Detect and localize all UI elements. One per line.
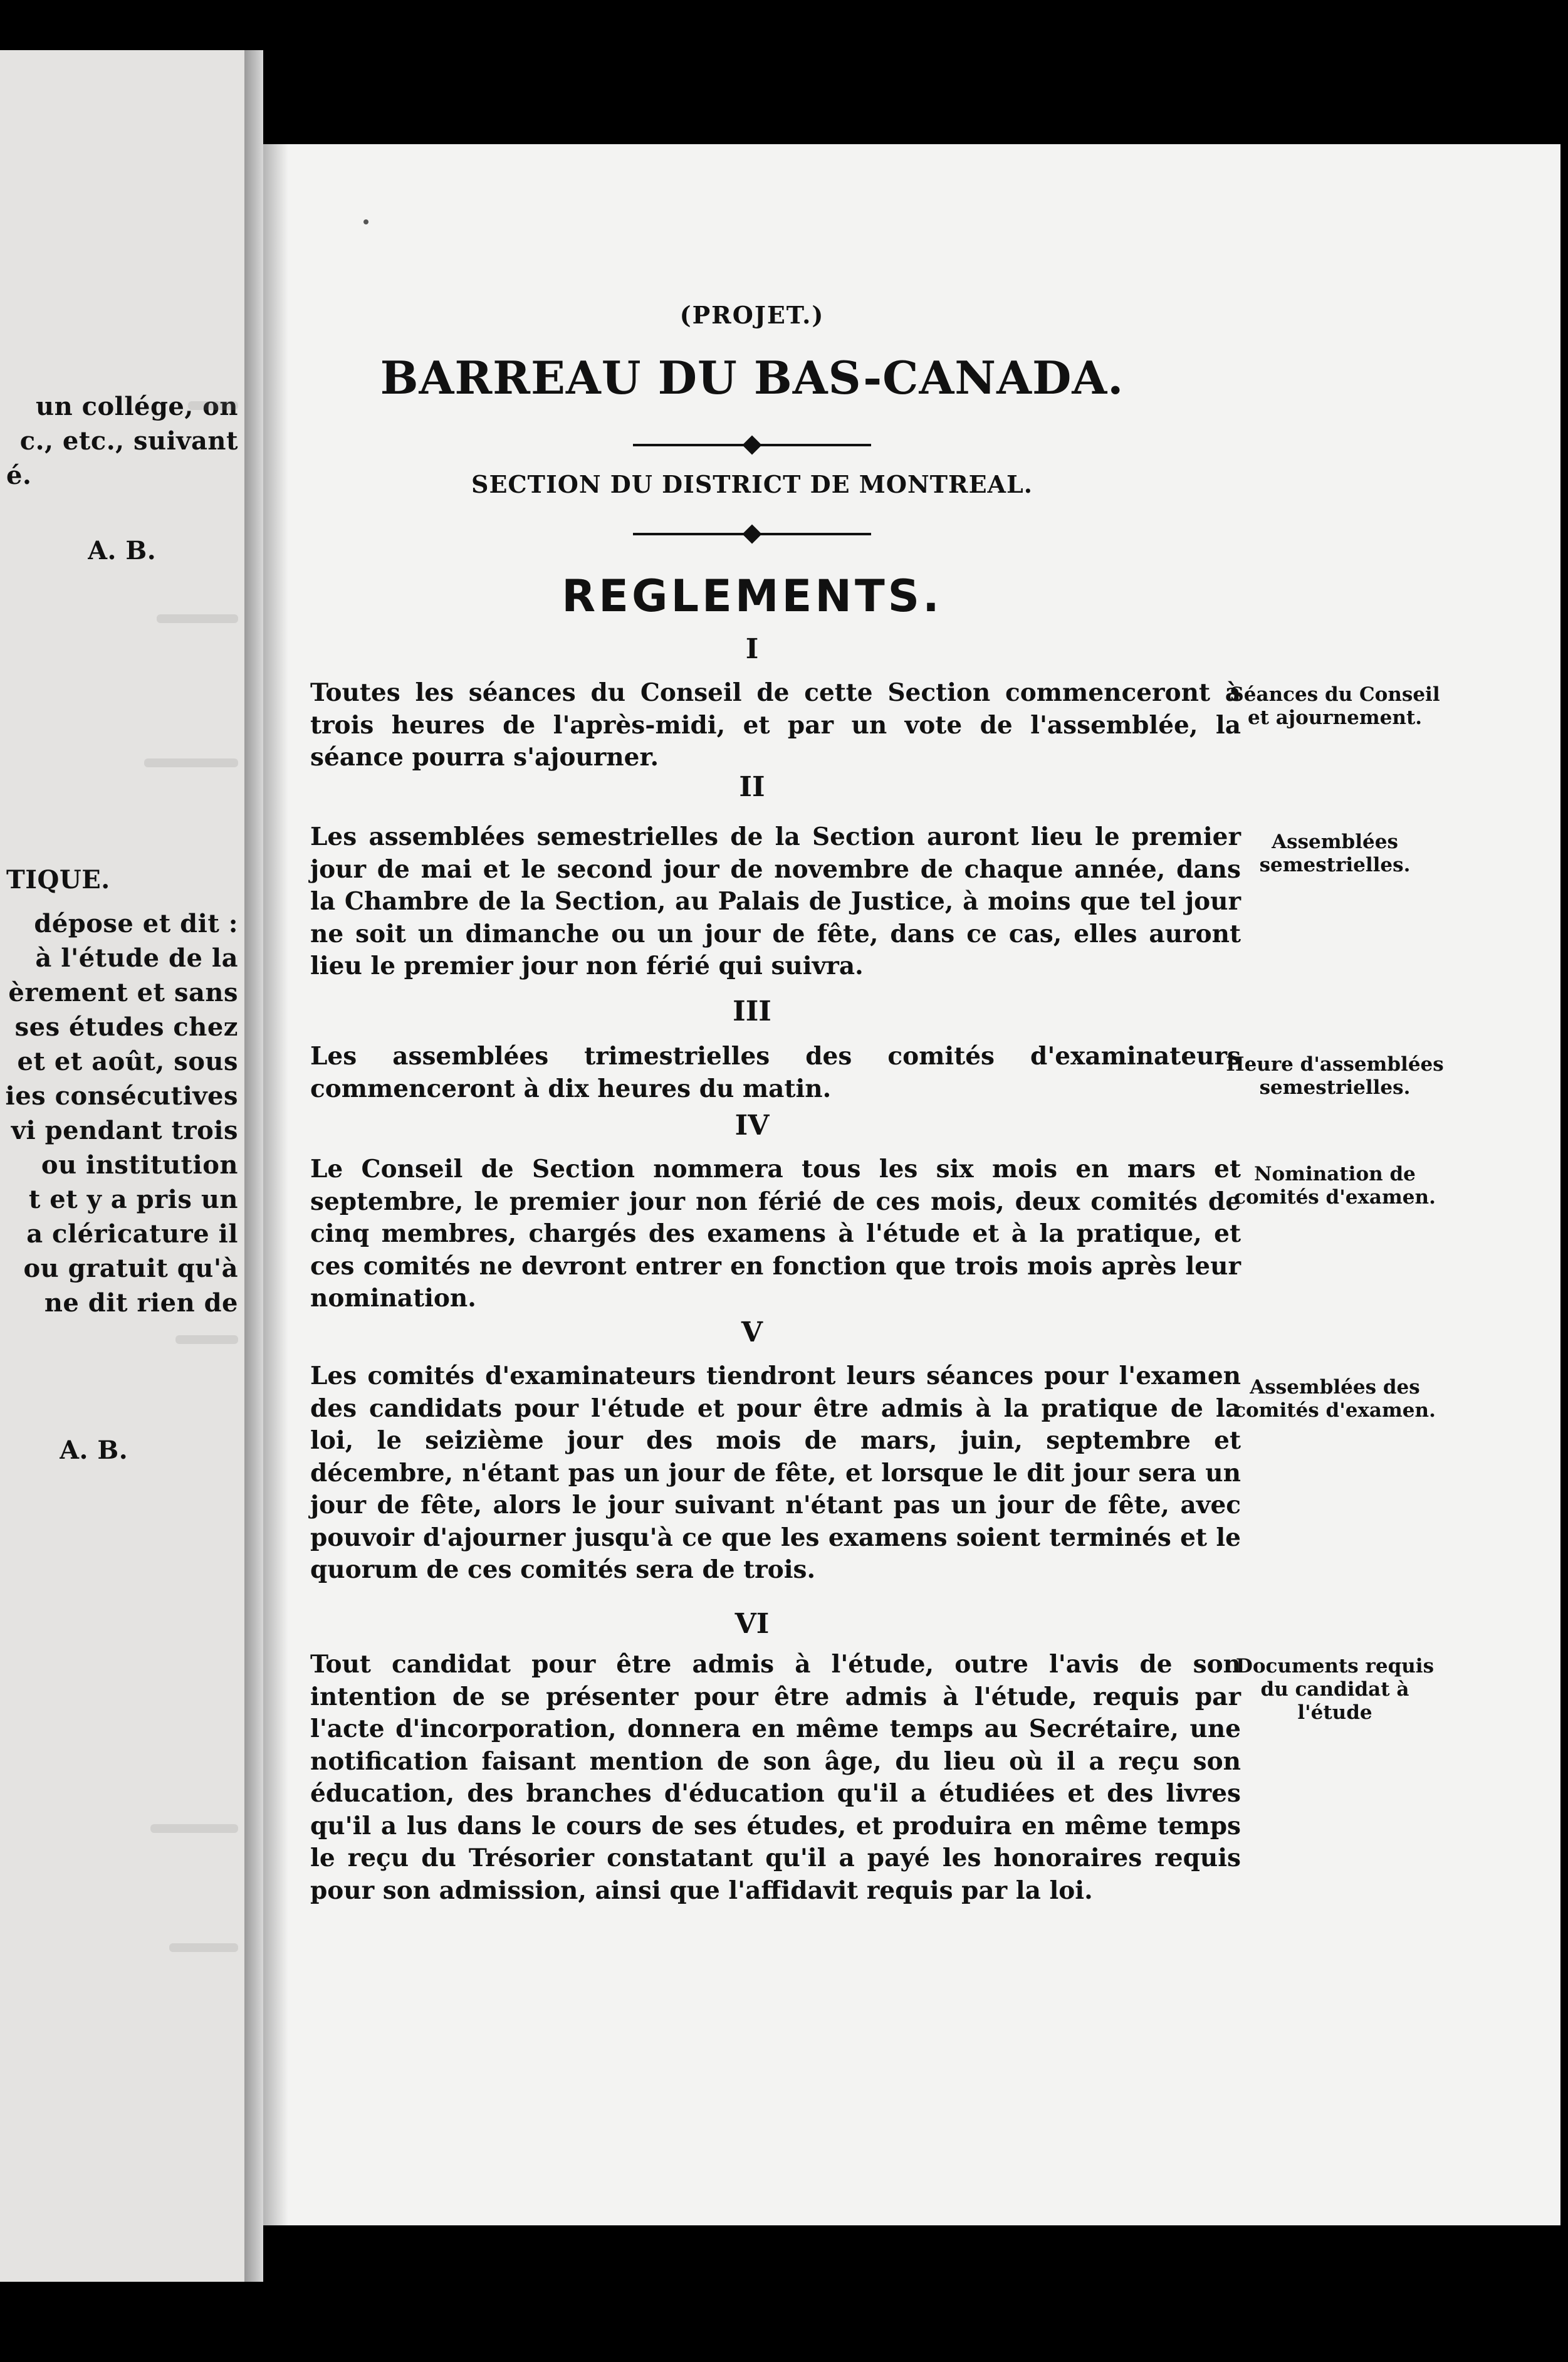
left-page-line: ies consécutives — [5, 1081, 238, 1111]
rule-diamond — [742, 524, 761, 543]
bleed-through-mark — [157, 614, 238, 623]
rule-diamond — [742, 435, 761, 454]
left-page-line: t et y a pris un — [28, 1185, 238, 1214]
left-page-line: ou gratuit qu'à — [23, 1254, 238, 1283]
speck — [363, 219, 368, 224]
left-page-line: ne dit rien de — [44, 1288, 238, 1318]
page-edge-shadow — [263, 144, 288, 2225]
bleed-through-mark — [188, 401, 238, 410]
document-page — [263, 144, 1560, 2225]
article-numeral: V — [741, 1316, 763, 1348]
article-numeral: I — [745, 633, 759, 665]
reglements-heading: REGLEMENTS. — [562, 570, 943, 622]
left-page-line: èrement et sans — [8, 978, 238, 1007]
left-page-line: à l'étude de la — [35, 943, 238, 973]
article-text: Les assemblées trimestrielles des comités d'examinateurs commenceront à dix heures du matin. — [310, 1042, 1241, 1103]
margin-note: Heure d'assemblées semestrielles. — [1226, 1053, 1444, 1099]
bleed-through-mark — [144, 758, 238, 767]
section-title: SECTION DU DISTRICT DE MONTREAL. — [471, 470, 1033, 498]
left-page-line: A. B. — [60, 1436, 128, 1465]
margin-note: Séances du Conseil et ajournement. — [1230, 683, 1440, 729]
margin-note: Nomination de comités d'examen. — [1234, 1163, 1436, 1209]
document-title: BARREAU DU BAS-CANADA. — [380, 351, 1124, 404]
article-numeral: VI — [734, 1608, 770, 1640]
left-page-line: a cléricature il — [26, 1219, 238, 1249]
left-page-line: TIQUE. — [6, 865, 110, 895]
bleed-through-mark — [169, 1943, 238, 1952]
book-gutter — [244, 50, 263, 2282]
projet-heading: (PROJET.) — [679, 301, 825, 329]
article-numeral: III — [733, 995, 771, 1027]
left-page-line: ses études chez — [14, 1012, 238, 1042]
left-page-line: et et août, sous — [17, 1047, 238, 1076]
margin-note: Assemblées des comités d'examen. — [1234, 1376, 1436, 1422]
article-text: Tout candidat pour être admis à l'étude, outre l'avis de son intention de se présenter pour être admis à l'étude, requis par l'acte d'incorporation, donnera en même temps au Secrétaire, une notification faisant mention de son âge, du lieu où il a reçu son éducation, des branches d'éducation qu'il a étudiées et des livres qu'il a lus dans le cours de ses études, et produira en même temps le reçu du Trésorier constatant qu'il a payé les honoraires requis pour son admission, ainsi que l'affidavit requis par la loi. — [310, 1650, 1241, 1905]
article-numeral: II — [739, 771, 765, 803]
margin-note: Documents requis du candidat à l'étude — [1235, 1655, 1435, 1724]
left-page-line: c., etc., suivant — [19, 426, 238, 456]
article-numeral: IV — [734, 1110, 770, 1142]
article-text: Le Conseil de Section nommera tous les six mois en mars et septembre, le premier jour non férié de ces mois, deux comités de cinq membres, chargés des examens à l'étude et à la pratique, et ces comités ne devront entrer en fonction que trois mois après leur nomination. — [310, 1155, 1241, 1313]
bleed-through-mark — [150, 1824, 238, 1833]
article-text: Les comités d'examinateurs tiendront leurs séances pour l'examen des candidats pour l'étude et pour être admis à la pratique de la loi, le seizième jour des mois de mars, juin, septembre et décembre, n'étant pas un jour de fête, et lorsque le dit jour sera un jour de fête, alors le jour suivant n'étant pas un jour de fête, avec pouvoir d'ajourner jusqu'à ce que les examens soient terminés et le quorum de ces comités sera de trois. — [310, 1362, 1241, 1584]
left-page-line: dépose et dit : — [34, 909, 238, 938]
bleed-through-mark — [175, 1335, 238, 1344]
margin-note: Assemblées semestrielles. — [1259, 831, 1411, 876]
left-page-line: A. B. — [88, 536, 157, 565]
left-page-line: un collége, on — [36, 392, 238, 421]
article-text: Les assemblées semestrielles de la Section auront lieu le premier jour de mai et le second jour de novembre de chaque année, dans la Chambre de la Section, au Palais de Justice, à moins que tel jour ne soit un dimanche ou un jour de fête, dans ce cas, elles auront lieu le premier jour non férié qui suivra. — [310, 822, 1241, 980]
left-page-fragment — [0, 50, 244, 2282]
left-page-line: ou institution — [41, 1150, 238, 1180]
left-page-line: vi pendant trois — [11, 1116, 238, 1145]
article-text: Toutes les séances du Conseil de cette Section commenceront à trois heures de l'après-midi, et par un vote de l'assemblée, la séance pourra s'ajourner. — [310, 678, 1241, 772]
left-page-line: é. — [6, 461, 32, 490]
